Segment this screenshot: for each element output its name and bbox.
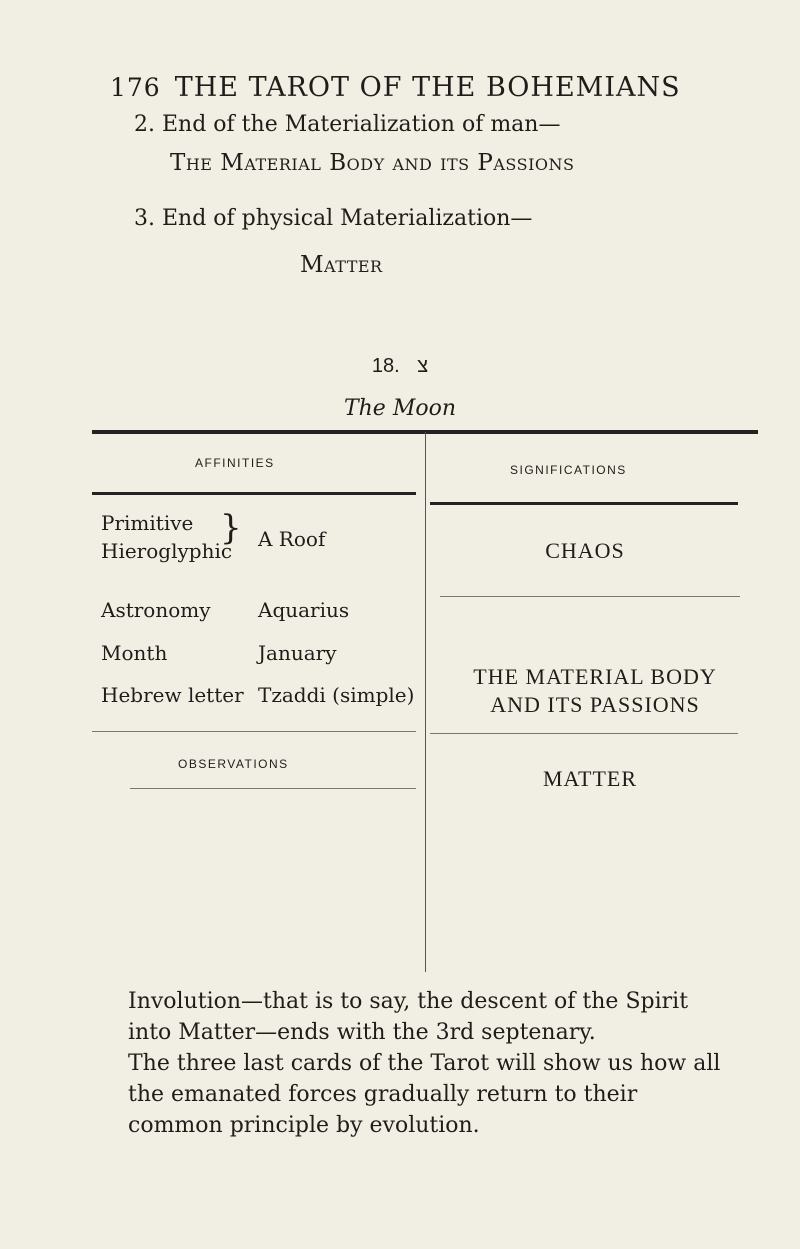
row-value-roof: A Roof <box>258 527 326 551</box>
row-value-month: January <box>258 641 337 665</box>
row-value-astronomy: Aquarius <box>258 598 350 622</box>
significations-header-rule <box>430 502 738 505</box>
paragraph-evolution: The three last cards of the Tarot will show us how all the emanated forces gradually return to their common principle by evolution. <box>128 1051 721 1138</box>
running-title: THE TAROT OF THE BOHEMIANS <box>174 72 681 103</box>
item-3 <box>134 206 532 231</box>
row-label-hieroglyphic: Hieroglyphic <box>101 539 233 563</box>
row-label-hebrew-letter: Hebrew letter <box>101 683 244 707</box>
card-title: The Moon <box>343 396 457 421</box>
row-label-month: Month <box>101 641 168 665</box>
row-label-astronomy: Astronomy <box>101 598 211 622</box>
item-text: End of the Materialization of man— <box>162 112 561 137</box>
paragraph-involution: Involution—that is to say, the descent of the Spirit into Matter—ends with the 3rd septenary. <box>128 989 689 1045</box>
hebrew-glyph: צ <box>417 355 429 377</box>
affinities-header-rule <box>92 492 416 495</box>
item-number: 3. <box>134 206 155 231</box>
item-text: End of physical Materialization— <box>162 206 533 231</box>
significations-header: SIGNIFICATIONS <box>510 463 627 477</box>
brace: } <box>220 508 242 548</box>
significations-divider-1 <box>440 596 740 597</box>
table-column-divider <box>425 432 426 972</box>
signification-material-body: THE MATERIAL BODY <box>473 664 717 689</box>
body-text <box>128 986 738 1141</box>
page-number: 176 <box>110 73 161 102</box>
page-header <box>110 72 681 103</box>
significations-divider-2 <box>430 733 738 734</box>
observations-header-rule <box>130 788 416 789</box>
item-2 <box>134 112 560 137</box>
item-3-caption: Matter <box>300 252 383 278</box>
affinities-header: AFFINITIES <box>195 456 275 470</box>
card-number: 18. <box>371 355 400 377</box>
card-number-line <box>0 355 800 378</box>
item-number: 2. <box>134 112 155 137</box>
row-label-primitive: Primitive <box>101 511 194 535</box>
item-2-caption: The Material Body and its Passions <box>170 150 575 176</box>
signification-passions: AND ITS PASSIONS <box>490 692 700 717</box>
signification-chaos: CHAOS <box>545 538 625 563</box>
row-value-hebrew-letter: Tzaddi (simple) <box>258 683 415 707</box>
affinities-bottom-rule <box>92 731 416 732</box>
observations-header: OBSERVATIONS <box>178 757 289 771</box>
signification-matter: MATTER <box>543 766 637 791</box>
